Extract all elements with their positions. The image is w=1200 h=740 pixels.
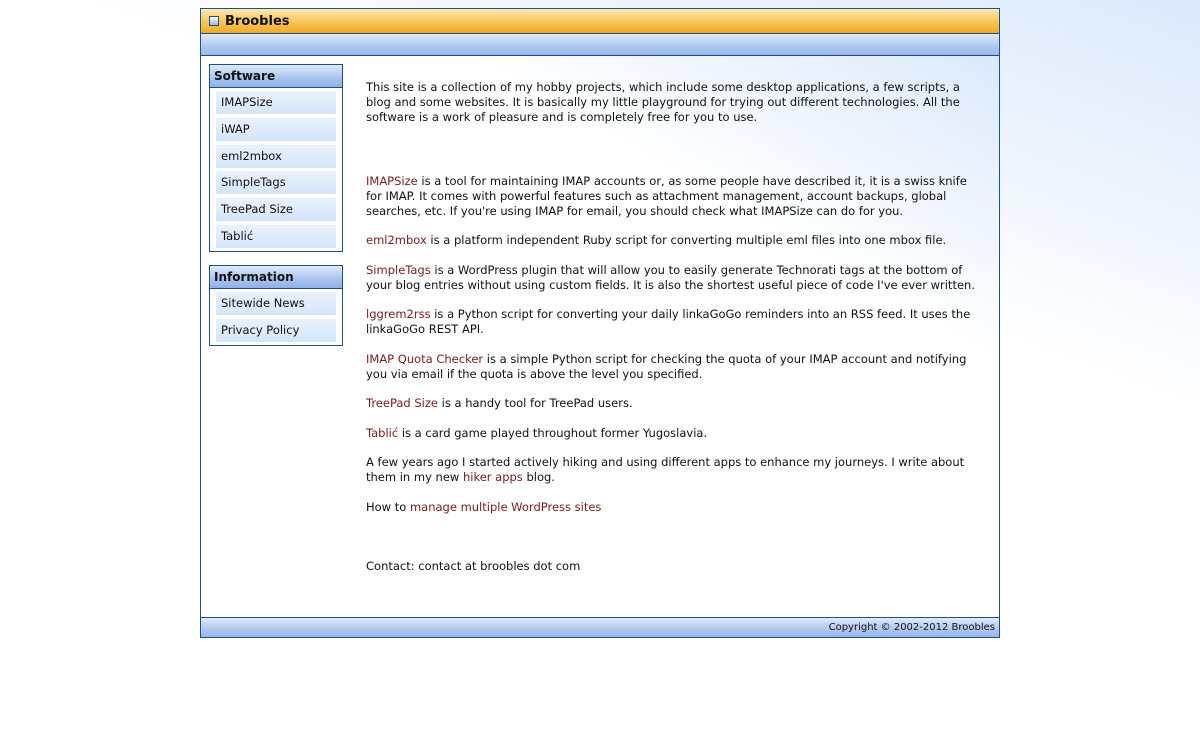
sidebar-item-privacy-policy[interactable]: Privacy Policy bbox=[216, 319, 336, 342]
hiking-paragraph bbox=[366, 455, 986, 485]
sidebar-item-treepad-size[interactable]: TreePad Size bbox=[216, 198, 336, 221]
information-list bbox=[210, 289, 342, 345]
intro-text: This site is a collection of my hobby projects, which include some desktop applications, a few scripts, a blog and some websites. It is basically my little playground for trying out different technologies. All the software is a work of pleasure and is completely free for you to use. bbox=[366, 80, 960, 124]
lggrem2rss-text: is a Python script for converting your daily linkaGoGo reminders into an RSS feed. It uses the linkaGoGo REST API. bbox=[366, 307, 971, 336]
manage-wordpress-link[interactable]: manage multiple WordPress sites bbox=[409, 499, 602, 514]
tablic-paragraph bbox=[366, 426, 986, 441]
hiking-text-before: A few years ago I started actively hiking and using different apps to enhance my journeys. I write about them in my new bbox=[366, 455, 965, 484]
software-box bbox=[209, 64, 343, 252]
site-title: Broobles bbox=[225, 13, 290, 29]
software-list bbox=[210, 88, 342, 251]
simpletags-link[interactable]: SimpleTags bbox=[366, 262, 431, 277]
treepad-size-link[interactable]: TreePad Size bbox=[366, 396, 438, 410]
information-box bbox=[209, 265, 343, 346]
sidebar-item-eml2mbox[interactable]: eml2mbox bbox=[216, 145, 336, 168]
lggrem2rss-link[interactable]: lggrem2rss bbox=[366, 307, 431, 321]
tablic-text: is a card game played throughout former Yugoslavia. bbox=[398, 425, 708, 440]
square-bullet-icon bbox=[209, 16, 219, 26]
quota-text: is a simple Python script for checking the quota of your IMAP account and notifying you via email if the quota is above the level you specified. bbox=[366, 351, 967, 381]
site-header bbox=[201, 9, 999, 34]
hiker-apps-link[interactable]: hiker apps bbox=[462, 470, 523, 484]
quota-checker-link[interactable]: IMAP Quota Checker bbox=[366, 351, 484, 366]
sidebar-item-imapsize[interactable]: IMAPSize bbox=[216, 91, 336, 114]
imapsize-paragraph bbox=[366, 174, 986, 219]
tablic-link[interactable]: Tablić bbox=[366, 425, 399, 440]
sidebar-item-sitewide-news[interactable]: Sitewide News bbox=[216, 292, 336, 315]
contact-text: Contact: contact at broobles dot com bbox=[366, 559, 581, 573]
copyright-text: Copyright © 2002-2012 Broobles bbox=[828, 622, 995, 633]
lggrem2rss-paragraph bbox=[366, 307, 986, 337]
quota-paragraph bbox=[366, 352, 986, 382]
sidebar-item-simpletags[interactable]: SimpleTags bbox=[216, 171, 336, 194]
sidebar-item-tablic[interactable]: Tablić bbox=[216, 225, 336, 248]
simpletags-paragraph bbox=[366, 263, 986, 293]
nav-bar bbox=[201, 34, 999, 56]
site-footer bbox=[201, 617, 999, 637]
wordpress-text-before: How to bbox=[366, 499, 410, 514]
treepad-text: is a handy tool for TreePad users. bbox=[438, 396, 633, 410]
sidebar-item-iwap[interactable]: iWAP bbox=[216, 118, 336, 141]
imapsize-link[interactable]: IMAPSize bbox=[366, 173, 418, 188]
wordpress-paragraph bbox=[366, 500, 986, 515]
eml2mbox-paragraph bbox=[366, 233, 986, 248]
content-area bbox=[201, 56, 999, 616]
treepad-paragraph bbox=[366, 396, 986, 411]
eml2mbox-link[interactable]: eml2mbox bbox=[366, 233, 427, 247]
imapsize-text: is a tool for maintaining IMAP accounts or, as some people have described it, it is a swiss knife for IMAP. It comes with powerful features such as attachment management, account backups, global searches, etc. If you're using IMAP for email, you should check what IMAPSize can do for you. bbox=[366, 173, 967, 218]
software-box-title: Software bbox=[210, 65, 342, 88]
eml2mbox-text: is a platform independent Ruby script for converting multiple eml files into one mbox file. bbox=[426, 233, 947, 247]
information-box-title: Information bbox=[210, 266, 342, 289]
main-content bbox=[366, 80, 986, 589]
simpletags-text: is a WordPress plugin that will allow you to easily generate Technorati tags at the bottom of your blog entries without using custom fields. It is also the shortest useful piece of code I've ever written. bbox=[366, 262, 975, 292]
page-frame bbox=[200, 8, 1000, 638]
hiking-text-after: blog. bbox=[522, 470, 555, 484]
